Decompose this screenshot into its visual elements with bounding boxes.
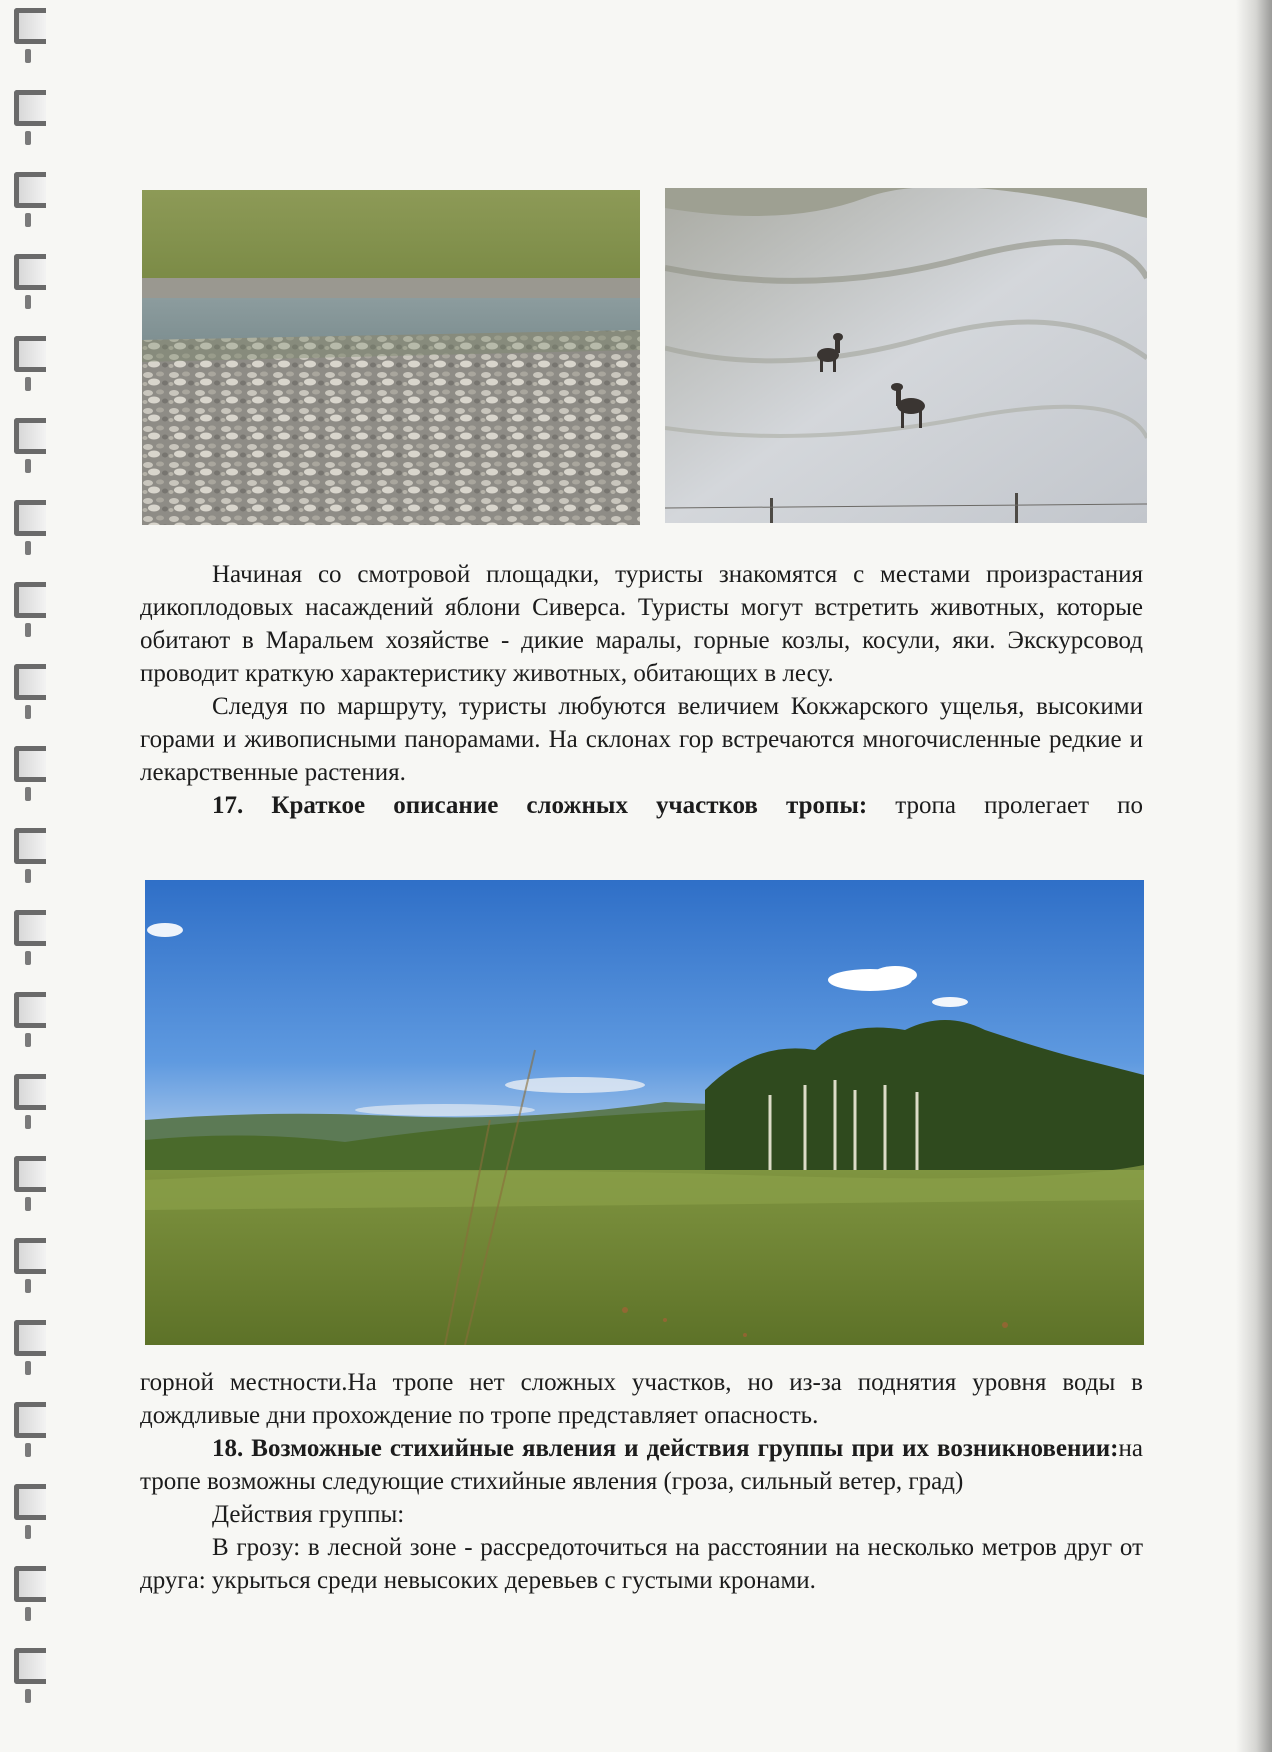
binding-ring <box>14 1156 46 1192</box>
binding-ring <box>14 828 46 864</box>
binding-ring <box>14 910 46 946</box>
binding-ring <box>14 418 46 454</box>
paragraph-kokzhar-gorge: Следуя по маршруту, туристы любуются величием Кокжарского ущелья, высокими горами и живописными панорамами. На склонах гор встречаются многочисленные редкие и лекарственные растения. <box>140 693 1143 786</box>
binding-ring <box>14 992 46 1028</box>
section-17-continuation: горной местности.На тропе нет сложных участков, но из-за поднятия уровня воды в дождливые дни прохождение по тропе представляет опасность. <box>140 1369 1143 1429</box>
binding-ring <box>14 664 46 700</box>
page-edge-shadow <box>1236 0 1272 1752</box>
binding-ring <box>14 582 46 618</box>
section-17-intro <box>140 789 1143 822</box>
binding-ring <box>14 1320 46 1356</box>
binding-ring <box>14 90 46 126</box>
binding-ring <box>14 1484 46 1520</box>
thunderstorm-instructions: В грозу: в лесной зоне - рассредоточиться на расстоянии на несколько метров друг от друга: укрыться среди невысоких деревьев с густыми кронами. <box>140 1534 1143 1594</box>
binding-ring <box>14 1402 46 1438</box>
binding-ring <box>14 500 46 536</box>
binding-ring <box>14 1238 46 1274</box>
forest-meadow-photo <box>145 880 1144 1345</box>
deer-on-snowy-slope-photo <box>665 188 1147 523</box>
section-18-heading: 18. Возможные стихийные явления и действия группы при их возникновении: <box>212 1435 1119 1462</box>
main-text-bottom <box>140 1366 1143 1597</box>
binding-ring <box>14 8 46 44</box>
spiral-binding <box>0 0 60 1752</box>
section-18-text: на тропе возможны следующие стихийные явления (гроза, сильный ветер, град) <box>140 1435 1143 1495</box>
section-17-text-start: тропа пролегает по <box>867 792 1143 819</box>
group-actions-label: Действия группы: <box>212 1501 405 1528</box>
section-17-heading: 17. Краткое описание сложных участков тропы: <box>212 792 868 819</box>
binding-ring <box>14 1074 46 1110</box>
binding-ring <box>14 746 46 782</box>
binding-ring <box>14 336 46 372</box>
binding-ring <box>14 254 46 290</box>
binding-ring <box>14 1566 46 1602</box>
section-18 <box>140 1432 1143 1498</box>
paragraph-sievers-apple: Начиная со смотровой площадки, туристы знакомятся с местами произрастания дикоплодовых насаждений яблони Сиверса. Туристы могут встретить животных, которые обитают в Маральем хозяйстве - дикие маралы, горные козлы, косули, яки. Экскурсовод проводит краткую характеристику животных, обитающих в лесу. <box>140 561 1143 687</box>
binding-ring <box>14 1648 46 1684</box>
main-text-top <box>140 558 1143 822</box>
river-pebbles-photo <box>142 190 640 525</box>
binding-ring <box>14 172 46 208</box>
